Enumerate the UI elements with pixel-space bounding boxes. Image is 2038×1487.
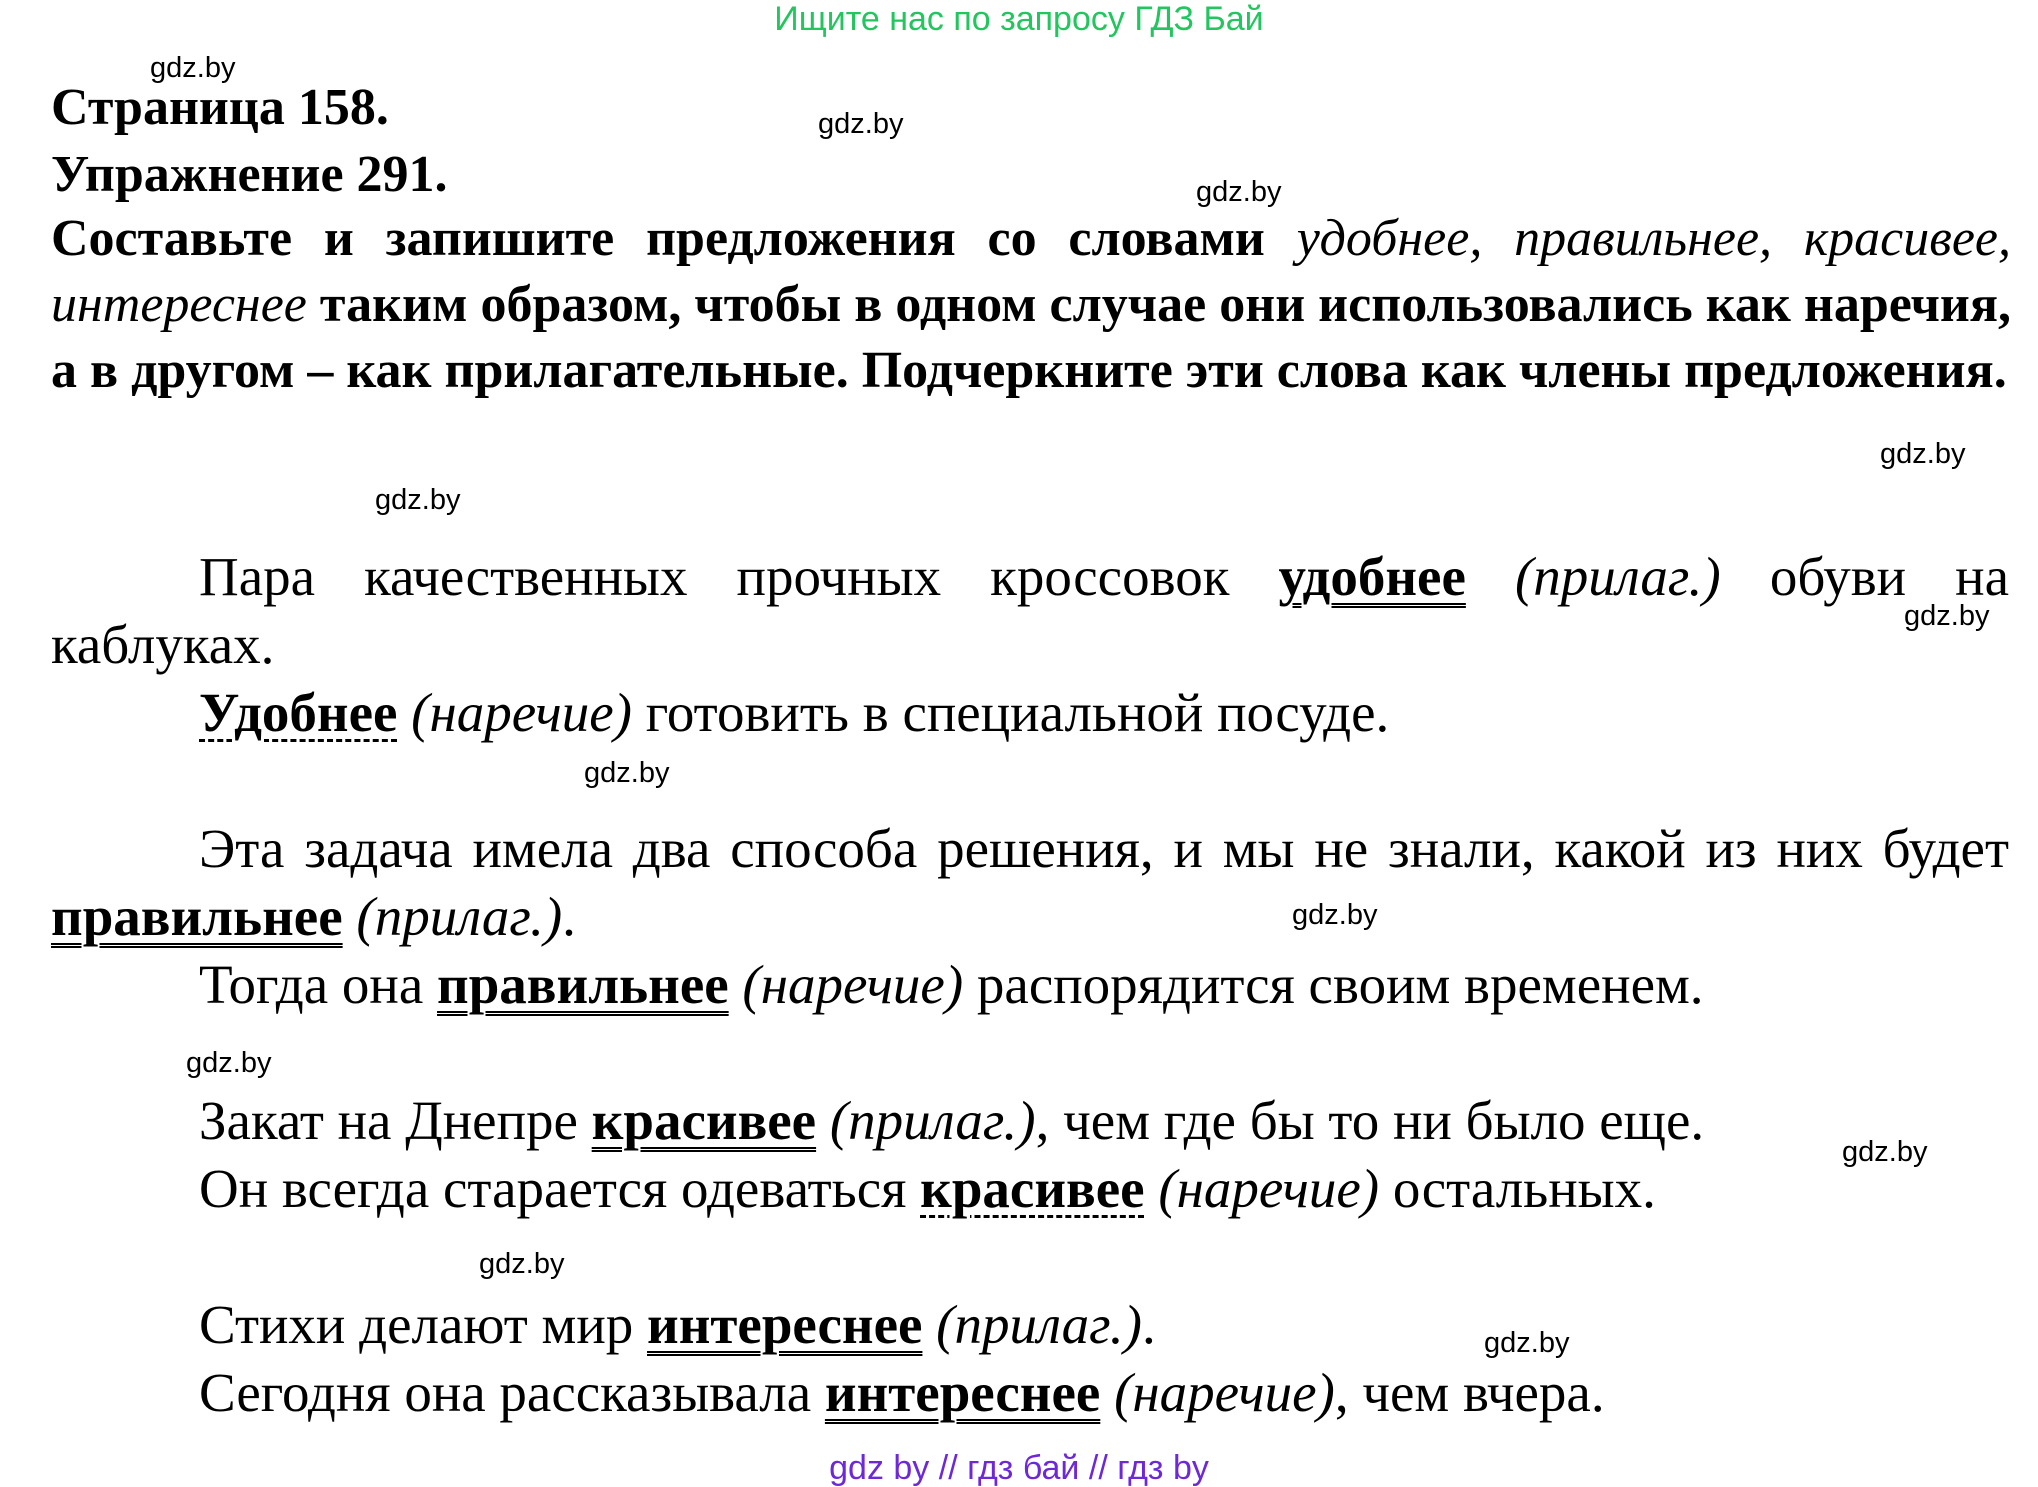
task-part1: Составьте и запишите предложения со словами — [51, 210, 1265, 267]
pos-tag: (наречие) — [742, 954, 964, 1015]
target-word: правильнее — [437, 954, 729, 1015]
sentence-7 — [199, 1294, 1156, 1356]
sentence-5 — [199, 1090, 1704, 1152]
sentence-text: , чем где бы то ни было еще. — [1035, 1090, 1705, 1151]
sentence-text: Он всегда старается одеваться — [199, 1158, 907, 1219]
sentence-4 — [199, 954, 1704, 1016]
sentence-text: . — [562, 886, 576, 947]
watermark: gdz.by — [186, 1047, 272, 1079]
sentence-text: готовить в специальной посуде. — [645, 682, 1390, 743]
footer-links[interactable]: gdz by // гдз бай // гдз by — [829, 1449, 1209, 1487]
watermark: gdz.by — [375, 484, 461, 516]
task-words: удобнее, правильнее, красивее, интереснее — [51, 210, 2011, 333]
watermark: gdz.by — [1880, 438, 1966, 470]
sentence-1 — [199, 546, 2009, 608]
watermark: gdz.by — [1842, 1136, 1928, 1168]
sentence-text: Сегодня она рассказывала — [199, 1362, 812, 1423]
task-text — [51, 206, 2011, 404]
pos-tag: (прилаг.) — [829, 1090, 1036, 1151]
sentence-text: обуви на — [1769, 546, 2010, 607]
sentence-2 — [199, 682, 1389, 744]
target-word: интереснее — [824, 1362, 1101, 1423]
sentence-text: . — [1141, 1294, 1156, 1355]
search-banner: Ищите нас по запросу ГДЗ Бай — [774, 0, 1264, 38]
page-title: Страница 158. — [51, 79, 389, 136]
task-part2: таким образом, чтобы в одном случае они использовались как наречия, а в другом – как прилагательные. Подчеркните эти слова как члены предложения. — [51, 276, 2011, 399]
watermark: gdz.by — [1292, 899, 1378, 931]
target-word: удобнее — [1278, 546, 1466, 607]
watermark: gdz.by — [1484, 1327, 1570, 1359]
pos-tag: (наречие) — [1158, 1158, 1380, 1219]
watermark: gdz.by — [584, 757, 670, 789]
target-word: правильнее — [51, 886, 343, 947]
watermark: gdz.by — [1904, 600, 1990, 632]
sentence-text: Пара качественных прочных кроссовок — [199, 546, 1230, 607]
watermark: gdz.by — [1196, 176, 1282, 208]
watermark: gdz.by — [818, 108, 904, 140]
target-word: Удобнее — [199, 682, 398, 743]
sentence-1-continuation: каблуках. — [51, 614, 275, 675]
pos-tag: (прилаг.) — [1514, 546, 1721, 607]
sentence-3-continuation — [51, 886, 576, 948]
sentence-text: распорядится своим временем. — [976, 954, 1704, 1015]
sentence-6 — [199, 1158, 1656, 1220]
target-word: красивее — [920, 1158, 1145, 1219]
target-word: красивее — [591, 1090, 817, 1151]
sentence-text: остальных. — [1392, 1158, 1656, 1219]
sentence-8 — [199, 1362, 1605, 1424]
target-word: интереснее — [647, 1294, 923, 1355]
pos-tag: (наречие) — [1114, 1362, 1335, 1423]
sentence-3: Эта задача имела два способа решения, и мы не знали, какой из них будет — [199, 818, 2009, 879]
sentence-text: Стихи делают мир — [199, 1294, 634, 1355]
watermark: gdz.by — [150, 52, 236, 84]
sentence-text: Тогда она — [199, 954, 424, 1015]
sentence-text: , чем вчера. — [1334, 1362, 1605, 1423]
exercise-title: Упражнение 291. — [51, 146, 448, 203]
sentence-text: Закат на Днепре — [199, 1090, 578, 1151]
pos-tag: (наречие) — [411, 682, 632, 743]
pos-tag: (прилаг.) — [356, 886, 563, 947]
watermark: gdz.by — [479, 1248, 565, 1280]
pos-tag: (прилаг.) — [936, 1294, 1142, 1355]
